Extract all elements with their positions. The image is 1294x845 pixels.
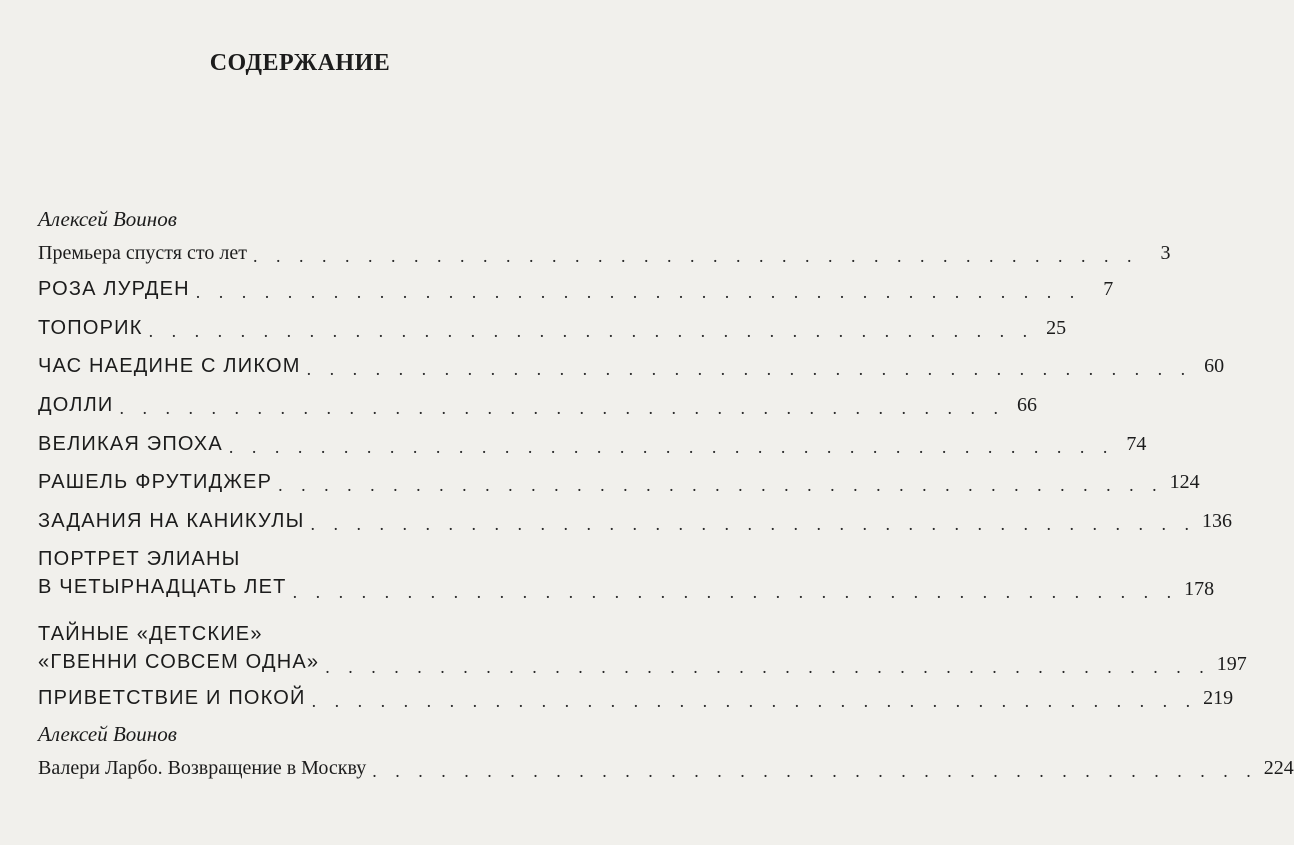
toc-entry-page: 219 [1203,687,1234,709]
toc-entry [38,428,1147,457]
toc-entry [38,505,1232,534]
toc-entry [38,466,1200,495]
toc-entry-page: 66 [1017,394,1038,416]
toc-entry [38,389,1038,418]
toc-entry-title: ДОЛЛИ [38,394,114,416]
dot-leader: . . . . . . . . . . . . . . . . . . . . . . . . . . . . . . . . . . . . . . . [228,437,1115,457]
toc-entry-title: РАШЕЛЬ ФРУТИДЖЕР [38,471,273,493]
toc-entry-page: 197 [1216,653,1247,675]
dot-leader: . . . . . . . . . . . . . . . . . . . . . . . . . . . . . . . . . . . . . . . [195,282,1082,302]
toc-entry-title: ТОПОРИК [38,317,143,339]
dot-leader: . . . . . . . . . . . . . . . . . . . . . . . . . . . . . . . . . . . . . . . [325,657,1211,677]
toc-entry-title: Валери Ларбо. Возвращение в Москву [38,757,367,779]
dot-leader: . . . . . . . . . . . . . . . . . . . . . . . . . . . . . . . . . . . . . . . [292,582,1179,602]
toc-entry-title: РОЗА ЛУРДЕН [38,278,190,300]
toc-entry-page: 136 [1201,510,1232,532]
toc-entry-title: ВЕЛИКАЯ ЭПОХА [38,433,223,455]
toc-entry [38,752,1294,781]
toc-entry-page: 224 [1263,757,1294,779]
toc-entry-page: 3 [1160,242,1171,264]
toc-entry-page: 60 [1204,355,1225,377]
author-heading: Алексей Воинов [38,722,177,746]
toc-entry-page: 178 [1184,578,1215,600]
toc-entry-title-line: ТАЙНЫЕ «ДЕТСКИЕ» [38,623,263,645]
dot-leader: . . . . . . . . . . . . . . . . . . . . . . . . . . . . . . . . . . . . . . . [278,475,1164,495]
toc-entry [38,237,1171,266]
toc-entry [38,273,1114,302]
dot-leader: . . . . . . . . . . . . . . . . . . . . . . . . . . . . . . . . . . . . . . . [311,691,1198,711]
toc-entry-title-line: В ЧЕТЫРНАДЦАТЬ ЛЕТ [38,576,287,598]
toc-entry-page: 124 [1169,471,1200,493]
dot-leader: . . . . . . . . . . . . . . . . . . . . . . . . . . . . . . . . . . . . . . . [119,398,1006,418]
toc-entry-page: 7 [1103,278,1114,300]
toc-entry-title [38,545,287,601]
toc-entry-page: 25 [1046,317,1067,339]
toc-entry-title: Премьера спустя сто лет [38,242,247,264]
toc-entry-title: ЧАС НАЕДИНЕ С ЛИКОМ [38,355,301,377]
toc-entry-title-line: ПОРТРЕТ ЭЛИАНЫ [38,548,241,570]
toc-entry-title [38,620,319,676]
toc-entry [38,682,1234,711]
toc-entry [38,616,1247,677]
dot-leader: . . . . . . . . . . . . . . . . . . . . . . . . . . . . . . . . . . . . . . . [372,761,1258,781]
dot-leader: . . . . . . . . . . . . . . . . . . . . . . . . . . . . . . . . . . . . . . . [310,514,1196,534]
dot-leader: . . . . . . . . . . . . . . . . . . . . . . . . . . . . . . . . . . . . . . . [306,359,1193,379]
toc-entry [38,312,1067,341]
dot-leader: . . . . . . . . . . . . . . . . . . . . . . . . . . . . . . . . . . . . . . . [252,246,1139,266]
page-title: СОДЕРЖАНИЕ [209,50,391,76]
toc-entry-title: ЗАДАНИЯ НА КАНИКУЛЫ [38,510,305,532]
dot-leader: . . . . . . . . . . . . . . . . . . . . . . . . . . . . . . . . . . . . . . . [148,321,1035,341]
toc-entry-title-line: «ГВЕННИ СОВСЕМ ОДНА» [38,651,320,673]
toc-entry-title: ПРИВЕТСТВИЕ И ПОКОЙ [38,687,306,709]
toc-entry-page: 74 [1126,433,1147,455]
author-heading: Алексей Воинов [38,207,177,231]
toc-entry [38,541,1215,602]
toc-entry [38,350,1225,379]
